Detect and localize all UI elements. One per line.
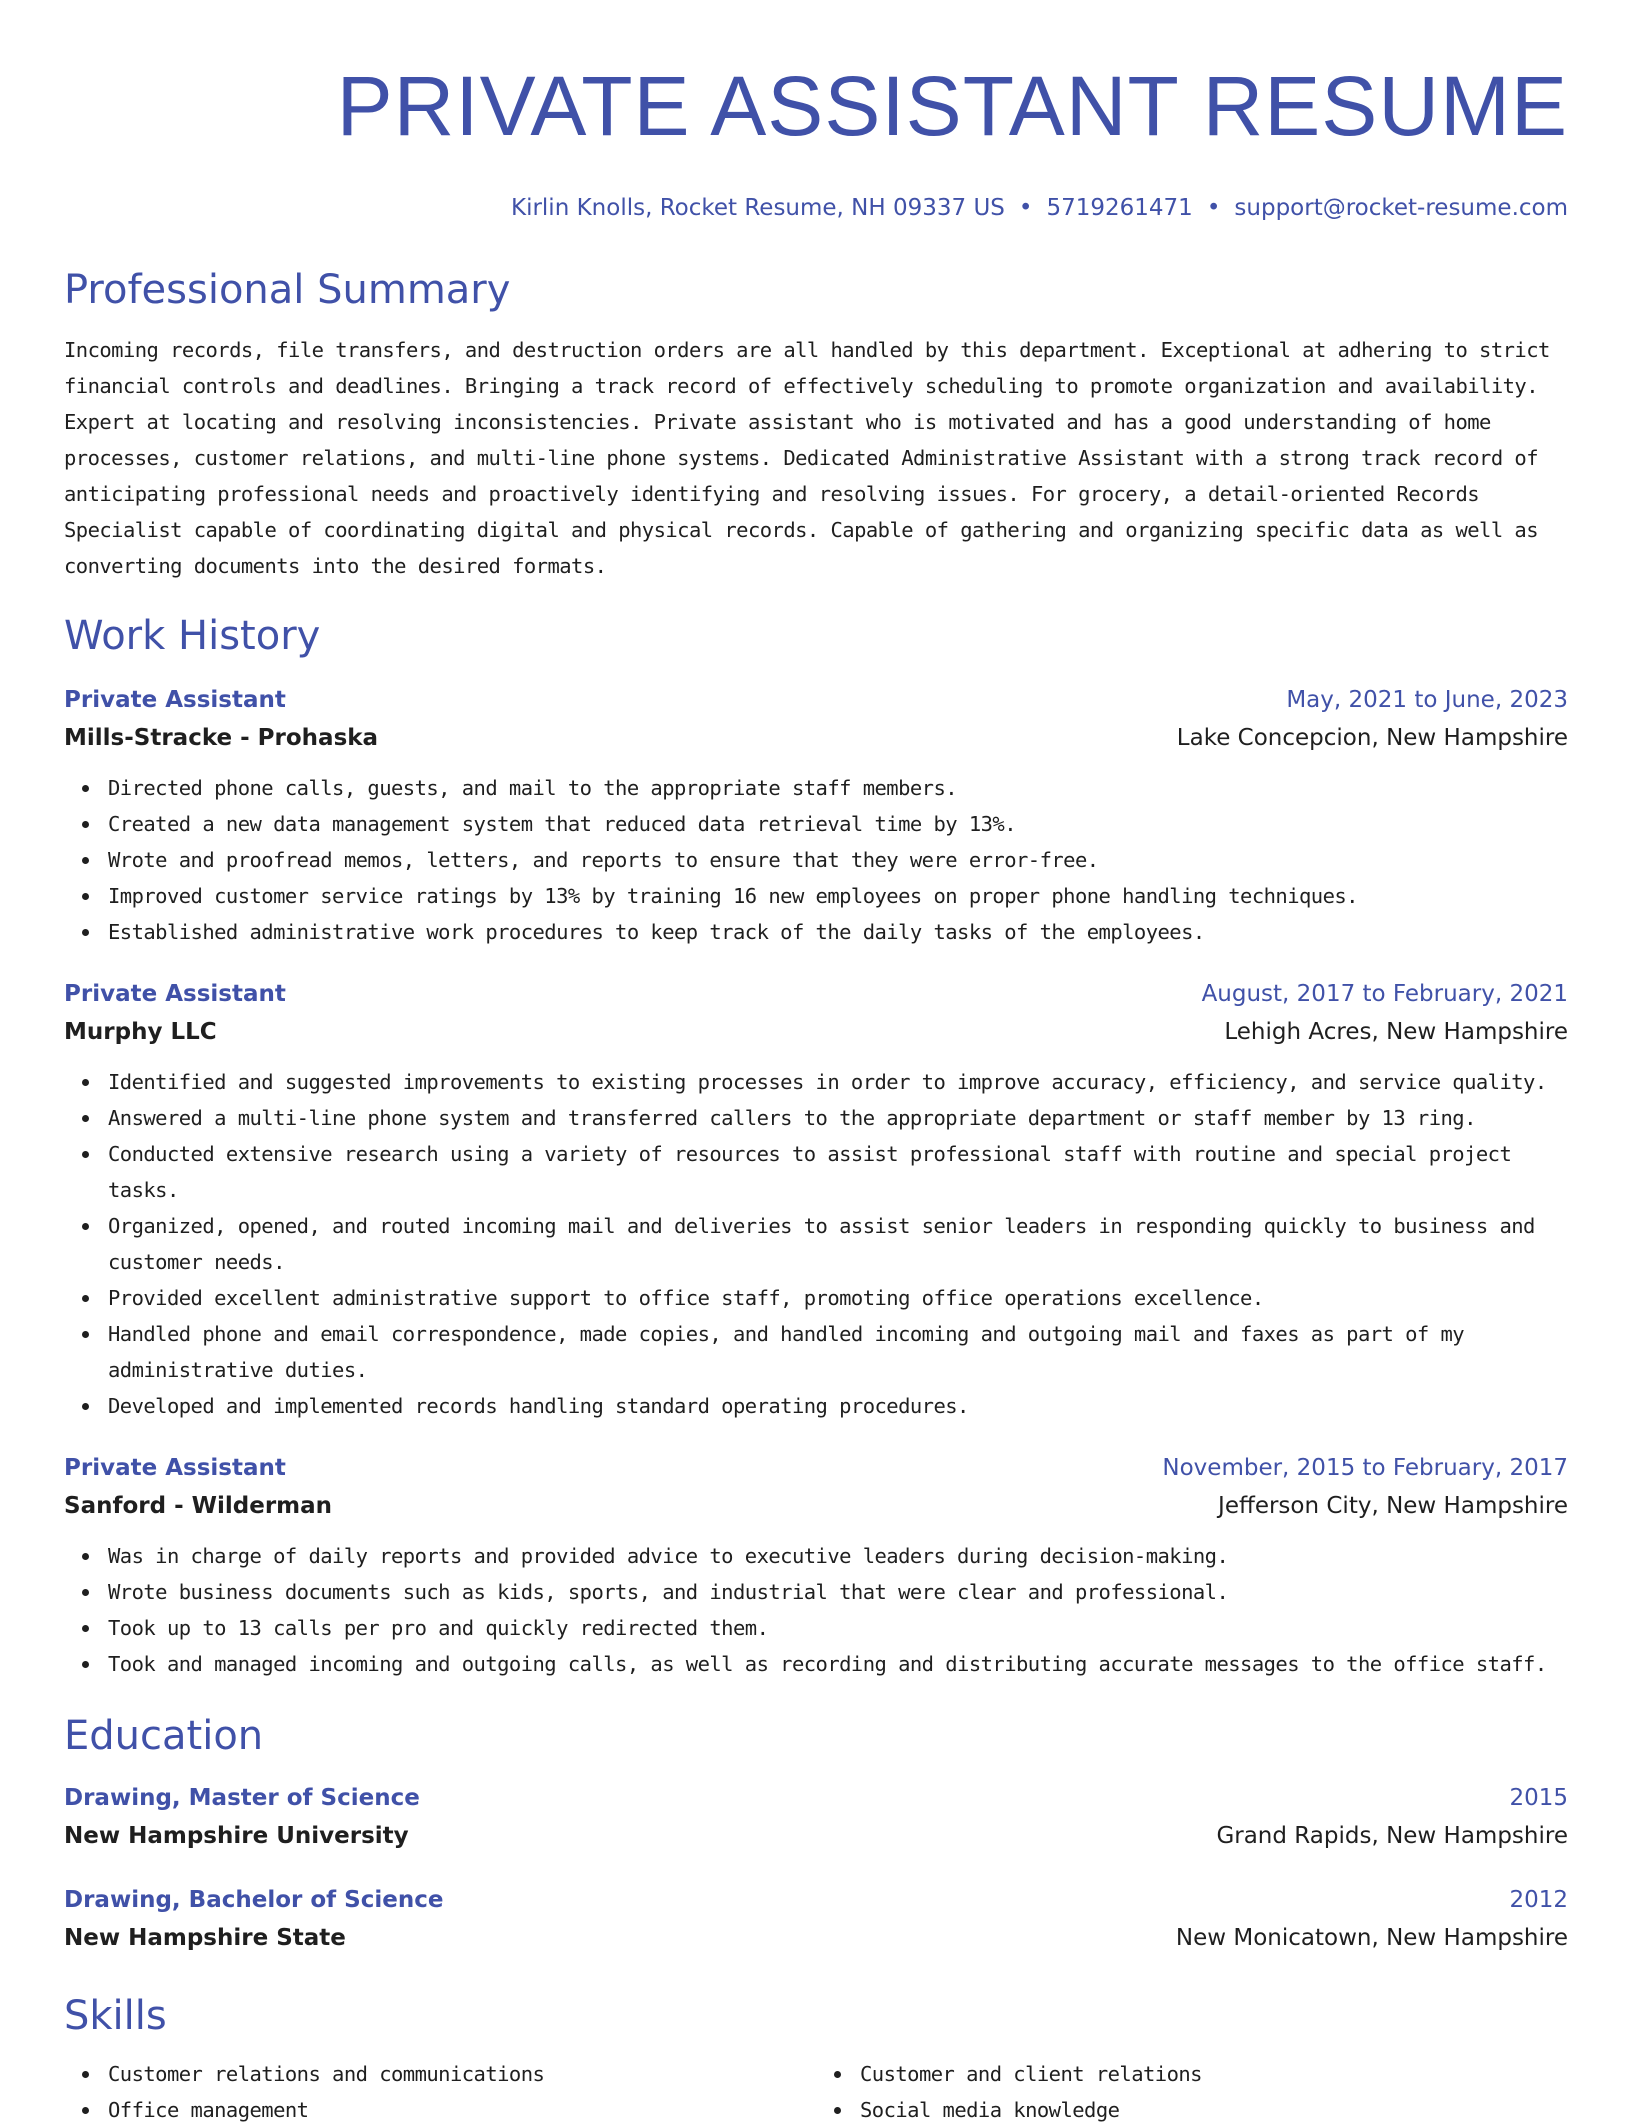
- job-location: Lehigh Acres, New Hampshire: [1224, 1019, 1568, 1045]
- job-duty: Took and managed incoming and outgoing calls, as well as recording and distributing accurate messages to the office staff.: [108, 1646, 1568, 1682]
- job-role: Private Assistant: [64, 981, 286, 1007]
- job-duty: Provided excellent administrative support to office staff, promoting office operations excellence.: [108, 1280, 1568, 1316]
- job-duty: Took up to 13 calls per pro and quickly redirected them.: [108, 1610, 1568, 1646]
- skill-item: Customer and client relations: [860, 2056, 1568, 2092]
- education-degree: Drawing, Bachelor of Science: [64, 1887, 444, 1913]
- education-location: Grand Rapids, New Hampshire: [1216, 1823, 1568, 1849]
- job-duty: Created a new data management system that reduced data retrieval time by 13%.: [108, 806, 1568, 842]
- education-location: New Monicatown, New Hampshire: [1175, 1925, 1568, 1951]
- contact-line: [64, 192, 1568, 224]
- job-entry: [64, 1450, 1568, 1682]
- education-school: New Hampshire University: [64, 1823, 409, 1849]
- job-duties-list: [64, 770, 1568, 950]
- skills-column-left: [64, 2056, 816, 2128]
- job-role: Private Assistant: [64, 1455, 286, 1481]
- job-duty: Developed and implemented records handling standard operating procedures.: [108, 1388, 1568, 1424]
- job-duty: Wrote business documents such as kids, sports, and industrial that were clear and professional.: [108, 1574, 1568, 1610]
- job-duty: Handled phone and email correspondence, made copies, and handled incoming and outgoing mail and faxes as part of my administrative duties.: [108, 1316, 1568, 1388]
- job-location: Jefferson City, New Hampshire: [1218, 1493, 1568, 1519]
- job-entry: [64, 976, 1568, 1424]
- resume-title: PRIVATE ASSISTANT RESUME: [336, 59, 1568, 153]
- education-degree: Drawing, Master of Science: [64, 1785, 420, 1811]
- contact-phone: 5719261471: [1046, 195, 1193, 221]
- job-duty: Directed phone calls, guests, and mail to the appropriate staff members.: [108, 770, 1568, 806]
- work-history-heading: Work History: [64, 613, 321, 659]
- job-role: Private Assistant: [64, 687, 286, 713]
- contact-address: Kirlin Knolls, Rocket Resume, NH 09337 US: [510, 195, 1005, 221]
- job-duty: Wrote and proofread memos, letters, and reports to ensure that they were error-free.: [108, 842, 1568, 878]
- job-duty: Answered a multi-line phone system and transferred callers to the appropriate department or staff member by 13 ring.: [108, 1100, 1568, 1136]
- job-entry: [64, 682, 1568, 950]
- job-duty: Improved customer service ratings by 13% by training 16 new employees on proper phone handling techniques.: [108, 878, 1568, 914]
- summary-text: Incoming records, file transfers, and destruction orders are all handled by this department. Exceptional at adhering to strict financial controls and deadlines. Bringing a track record of effectively scheduling to promote organization and availability. Expert at locating and resolving inconsistencies. Private assistant who is motivated and has a good understanding of home processes, customer relations, and multi-line phone systems. Dedicated Administrative Assistant with a strong track record of anticipating professional needs and proactively identifying and resolving issues. For grocery, a detail-oriented Records Specialist capable of coordinating digital and physical records. Capable of gathering and organizing specific data as well as converting documents into the desired formats.: [64, 338, 1550, 578]
- contact-separator: •: [1018, 195, 1033, 221]
- education-year: 2012: [1509, 1887, 1568, 1913]
- job-company: Murphy LLC: [64, 1019, 217, 1045]
- job-location: Lake Concepcion, New Hampshire: [1176, 725, 1568, 751]
- job-company: Mills-Stracke - Prohaska: [64, 725, 379, 751]
- job-dates: August, 2017 to February, 2021: [1201, 981, 1568, 1007]
- contact-email: support@rocket-resume.com: [1234, 195, 1568, 221]
- job-dates: May, 2021 to June, 2023: [1286, 687, 1568, 713]
- skills-list: [64, 2056, 816, 2128]
- education-year: 2015: [1509, 1785, 1568, 1811]
- skill-item: Customer relations and communications: [108, 2056, 816, 2092]
- job-duties-list: [64, 1538, 1568, 1682]
- contact-separator: •: [1206, 195, 1221, 221]
- skill-item: Social media knowledge: [860, 2092, 1568, 2128]
- job-duty: Conducted extensive research using a variety of resources to assist professional staff with routine and special project tasks.: [108, 1136, 1568, 1208]
- job-duties-list: [64, 1064, 1568, 1424]
- skills-list: [816, 2056, 1568, 2128]
- job-duty: Was in charge of daily reports and provided advice to executive leaders during decision-making.: [108, 1538, 1568, 1574]
- job-duty: Established administrative work procedures to keep track of the daily tasks of the employees.: [108, 914, 1568, 950]
- skill-item: Office management: [108, 2092, 816, 2128]
- skills-heading: Skills: [64, 1993, 167, 2039]
- job-dates: November, 2015 to February, 2017: [1162, 1455, 1568, 1481]
- job-duty: Identified and suggested improvements to existing processes in order to improve accuracy, efficiency, and service quality.: [108, 1064, 1568, 1100]
- job-duty: Organized, opened, and routed incoming mail and deliveries to assist senior leaders in responding quickly to business and customer needs.: [108, 1208, 1568, 1280]
- education-school: New Hampshire State: [64, 1925, 346, 1951]
- skills-column-right: [816, 2056, 1568, 2128]
- skills-grid: [64, 2056, 1568, 2128]
- education-entry: [64, 1780, 1568, 1856]
- job-company: Sanford - Wilderman: [64, 1493, 333, 1519]
- education-heading: Education: [64, 1713, 264, 1759]
- summary-heading: Professional Summary: [64, 267, 511, 313]
- education-entry: [64, 1882, 1568, 1958]
